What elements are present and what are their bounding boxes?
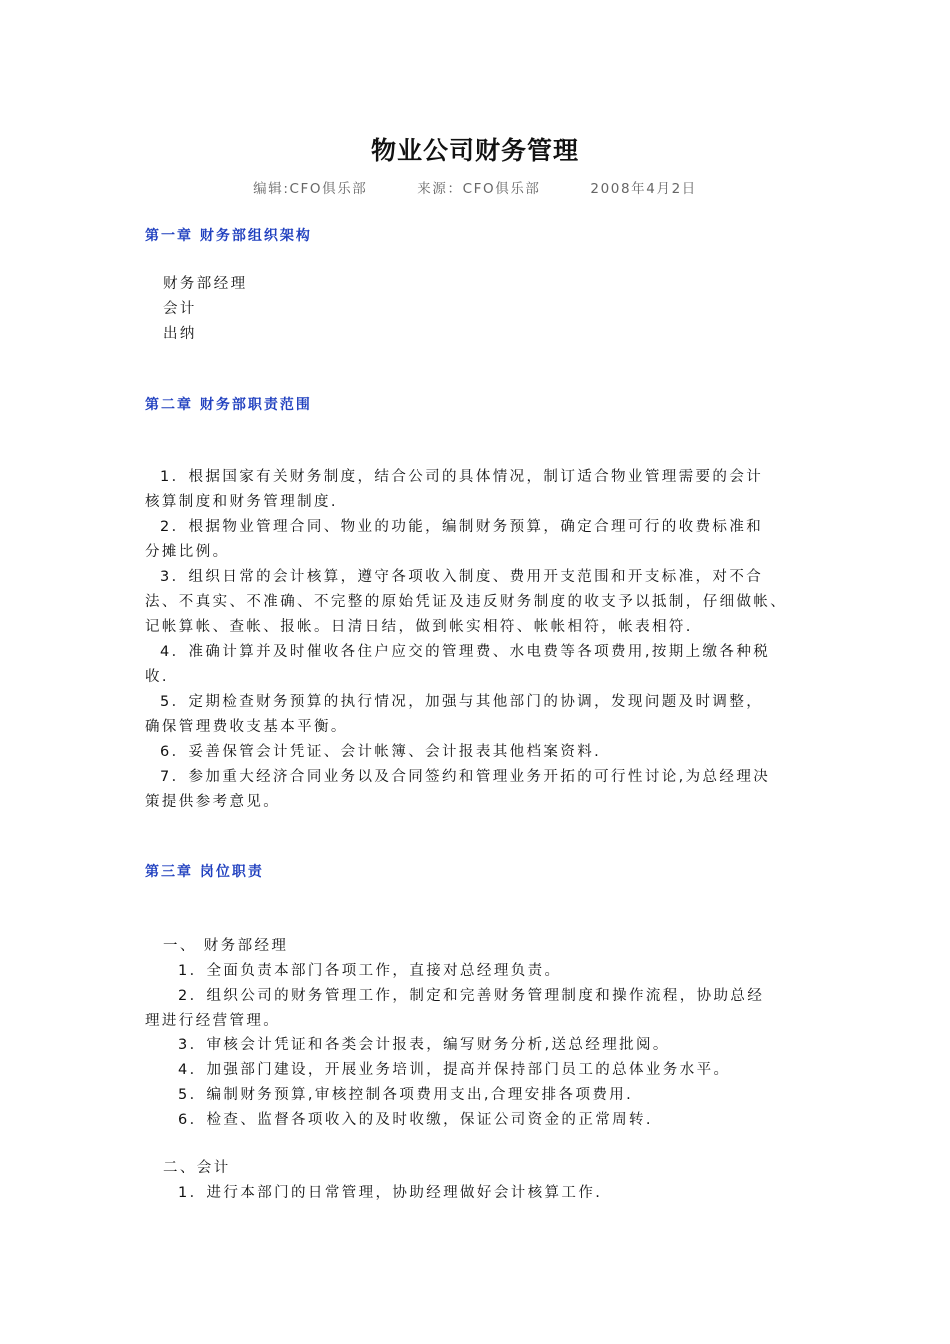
duty-line: 5．定期检查财务预算的执行情况，加强与其他部门的协调，发现问题及时调整，	[160, 694, 764, 710]
manager-duty-line: 5．编制财务预算,审核控制各项费用支出,合理安排各项费用.	[178, 1087, 634, 1103]
section-manager-heading: 一、 财务部经理	[163, 938, 289, 954]
chapter-1-heading: 第一章 财务部组织架构	[145, 228, 312, 244]
duty-line: 确保管理费收支基本平衡。	[145, 719, 348, 735]
duty-line: 6．妥善保管会计凭证、会计帐簿、会计报表其他档案资料.	[160, 744, 602, 760]
manager-duty-line: 理进行经营管理。	[145, 1013, 281, 1029]
manager-duty-line: 3．审核会计凭证和各类会计报表，编写财务分析,送总经理批阅。	[178, 1037, 670, 1053]
document-meta	[0, 177, 950, 197]
meta-editor: 编辑:CFO俱乐部	[253, 181, 368, 197]
meta-source: 来源：CFO俱乐部	[417, 181, 541, 197]
duty-line: 收.	[145, 669, 169, 685]
duty-line: 1．根据国家有关财务制度，结合公司的具体情况，制订适合物业管理需要的会计	[160, 469, 764, 485]
meta-date: 2008年4月2日	[590, 181, 697, 197]
manager-duty-line: 4．加强部门建设，开展业务培训，提高并保持部门员工的总体业务水平。	[178, 1062, 731, 1078]
duty-line: 记帐算帐、查帐、报帐。日清日结，做到帐实相符、帐帐相符，帐表相符.	[145, 619, 693, 635]
duty-line: 3．组织日常的会计核算，遵守各项收入制度、费用开支范围和开支标准，对不合	[160, 569, 764, 585]
manager-duty-line: 6．检查、监督各项收入的及时收缴，保证公司资金的正常周转.	[178, 1112, 653, 1128]
section-accountant-heading: 二、会计	[163, 1160, 231, 1176]
duty-line: 策提供参考意见。	[145, 794, 281, 810]
duty-line: 4．准确计算并及时催收各住户应交的管理费、水电费等各项费用,按期上缴各种税	[160, 644, 771, 660]
duty-line: 核算制度和财务管理制度.	[145, 494, 338, 510]
chapter-3-heading: 第三章 岗位职责	[145, 864, 264, 880]
org-role: 会计	[163, 301, 197, 317]
duty-line: 分摊比例。	[145, 544, 230, 560]
org-role: 出纳	[163, 326, 197, 342]
manager-duty-line: 2．组织公司的财务管理工作，制定和完善财务管理制度和操作流程，协助总经	[178, 988, 765, 1004]
duty-line: 2．根据物业管理合同、物业的功能，编制财务预算，确定合理可行的收费标准和	[160, 519, 764, 535]
duty-line: 法、不真实、不准确、不完整的原始凭证及违反财务制度的收支予以抵制，仔细做帐、	[145, 594, 788, 610]
chapter-2-heading: 第二章 财务部职责范围	[145, 397, 312, 413]
manager-duty-line: 1．全面负责本部门各项工作，直接对总经理负责。	[178, 963, 562, 979]
document-title: 物业公司财务管理	[370, 136, 579, 165]
org-role: 财务部经理	[163, 276, 248, 292]
accountant-duty-line: 1．进行本部门的日常管理，协助经理做好会计核算工作.	[178, 1185, 603, 1201]
duty-line: 7．参加重大经济合同业务以及合同签约和管理业务开拓的可行性讨论,为总经理决	[160, 769, 771, 785]
